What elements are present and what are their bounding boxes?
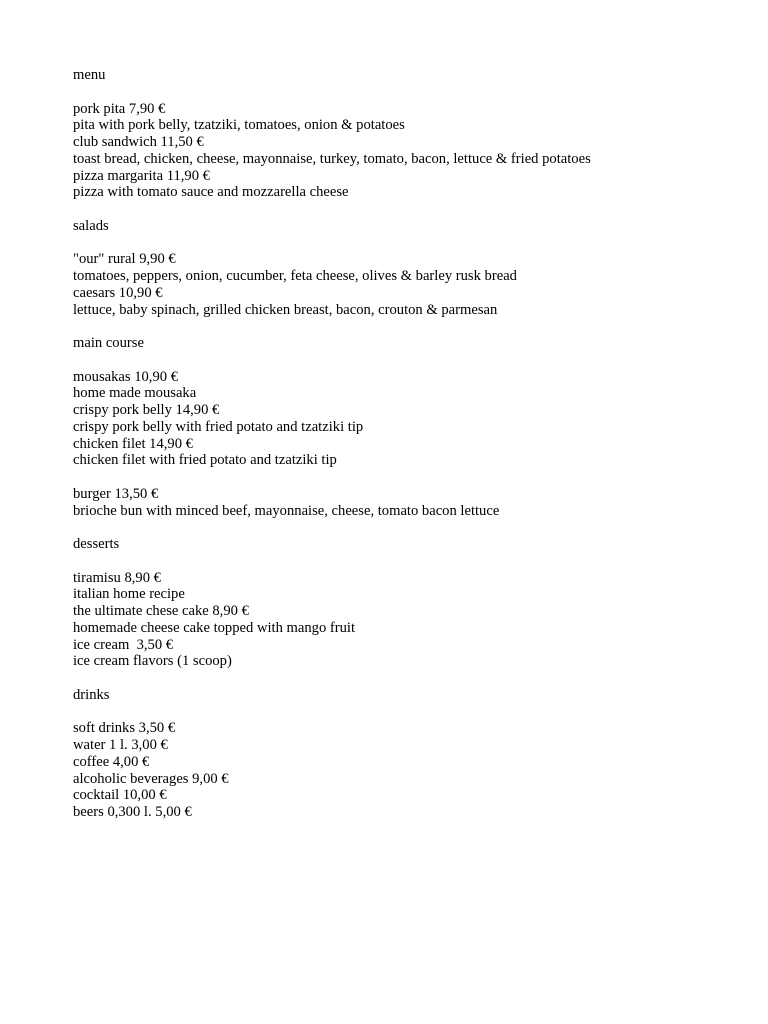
menu-item-name: ice cream 3,50 €	[73, 636, 174, 653]
blank-line	[73, 670, 733, 687]
menu-item-description: crispy pork belly with fried potato and tzatziki tip	[73, 418, 364, 435]
menu-item-description: lettuce, baby spinach, grilled chicken breast, bacon, crouton & parmesan	[73, 301, 498, 318]
menu-item-description: home made mousaka	[73, 385, 197, 402]
drink-item: alcoholic beverages 9,00 €	[73, 770, 229, 787]
menu-item-name: pork pita 7,90 €	[73, 100, 166, 117]
section-heading: main course	[73, 335, 144, 351]
section-salads	[73, 218, 733, 319]
menu-item-description: pizza with tomato sauce and mozzarella cheese	[73, 184, 349, 201]
section-heading: desserts	[73, 536, 120, 552]
menu-item-name: chicken filet 14,90 €	[73, 435, 193, 452]
blank-line	[73, 704, 733, 721]
section-main-course	[73, 335, 733, 519]
menu-item-description: homemade cheese cake topped with mango fruit	[73, 619, 356, 636]
blank-line	[73, 519, 733, 536]
section-desserts	[73, 536, 733, 670]
menu-item-name: caesars 10,90 €	[73, 284, 163, 301]
menu-item-description: italian home recipe	[73, 586, 185, 603]
blank-line	[73, 84, 733, 101]
menu-item-name: tiramisu 8,90 €	[73, 569, 161, 586]
blank-line	[73, 318, 733, 335]
menu-item-description: toast bread, chicken, cheese, mayonnaise, turkey, tomato, bacon, lettuce & fried potatoes	[73, 150, 591, 167]
blank-line	[73, 469, 733, 486]
menu-item-description: chicken filet with fried potato and tzatziki tip	[73, 452, 337, 469]
section-starters	[73, 101, 733, 202]
menu-item-name: the ultimate chese cake 8,90 €	[73, 603, 249, 619]
blank-line	[73, 553, 733, 570]
section-heading: drinks	[73, 686, 110, 703]
section-drinks	[73, 687, 733, 821]
menu-item-description: tomatoes, peppers, onion, cucumber, feta cheese, olives & barley rusk bread	[73, 268, 517, 284]
menu-item-name: club sandwich 11,50 €	[73, 134, 204, 150]
menu-item-description: pita with pork belly, tzatziki, tomatoes, onion & potatoes	[73, 117, 405, 134]
drink-item: soft drinks 3,50 €	[73, 720, 176, 737]
menu-item-name: crispy pork belly 14,90 €	[73, 402, 220, 418]
blank-line	[73, 201, 733, 218]
drink-item: coffee 4,00 €	[73, 753, 150, 770]
document-title: menu	[73, 67, 106, 83]
drink-item: water 1 l. 3,00 €	[73, 737, 168, 753]
menu-item-name: burger 13,50 €	[73, 485, 159, 502]
menu-item-name: "our" rural 9,90 €	[73, 251, 176, 268]
drink-item: beers 0,300 l. 5,00 €	[73, 804, 192, 820]
drink-item: cocktail 10,00 €	[73, 787, 167, 804]
menu-document	[73, 67, 733, 821]
menu-item-description: brioche bun with minced beef, mayonnaise, cheese, tomato bacon lettuce	[73, 502, 500, 519]
menu-item-name: pizza margarita 11,90 €	[73, 167, 210, 184]
menu-item-name: mousakas 10,90 €	[73, 368, 178, 385]
blank-line	[73, 235, 733, 252]
menu-item-description: ice cream flavors (1 scoop)	[73, 653, 232, 670]
blank-line	[73, 352, 733, 369]
section-heading: salads	[73, 217, 109, 234]
